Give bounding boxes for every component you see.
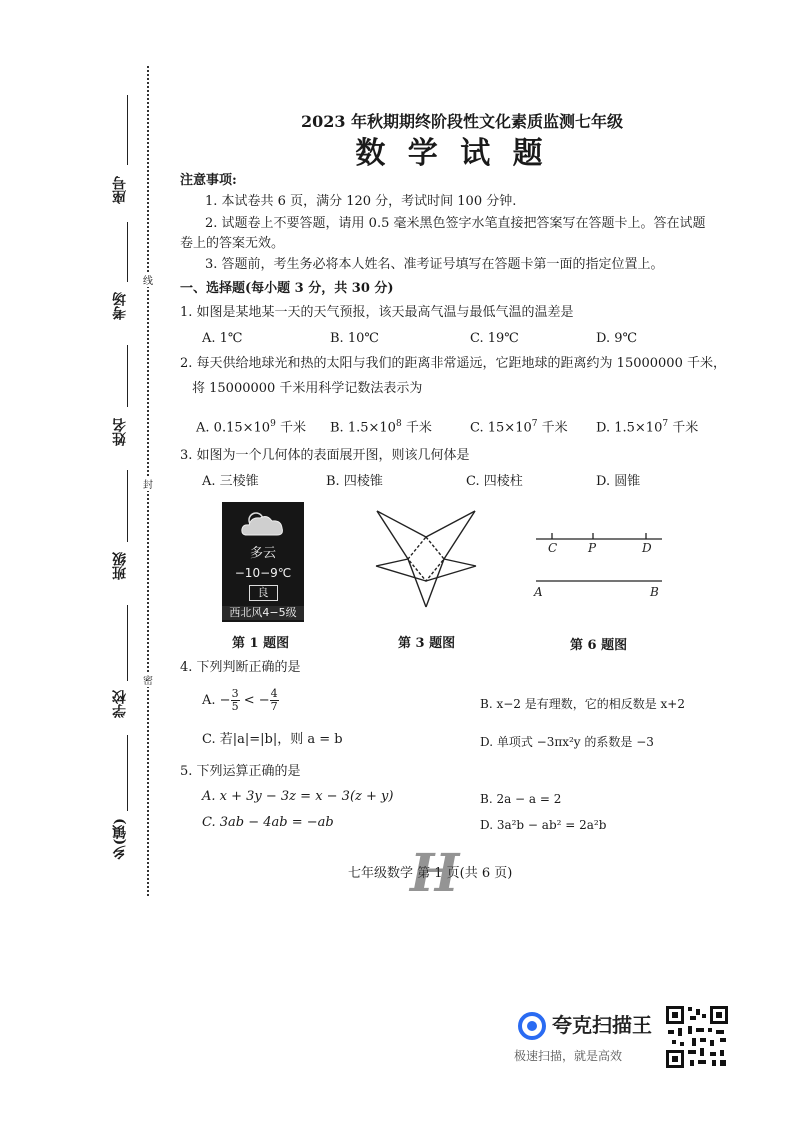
q3-option-d: D. 圆锥 bbox=[596, 474, 641, 489]
net-edge bbox=[444, 511, 475, 559]
field-town: 乡(镇) bbox=[112, 818, 128, 860]
q2-stem-2: 将 15000000 千米用科学记数法表示为 bbox=[192, 381, 423, 396]
net-edge bbox=[444, 559, 476, 566]
net-edge bbox=[376, 559, 408, 566]
q1-option-d: D. 9℃ bbox=[596, 331, 638, 346]
q5-option-b: B. 2a − a = 2 bbox=[480, 792, 562, 806]
q3-option-c: C. 四棱柱 bbox=[466, 474, 523, 489]
label-c: C bbox=[548, 541, 558, 555]
field-seat: 座号 bbox=[112, 176, 128, 204]
q2-stem-1: 2. 每天供给地球光和热的太阳与我们的距离非常遥远，它距地球的距离约为 15000000 千米， bbox=[180, 356, 726, 371]
q1-option-b: B. 10℃ bbox=[330, 331, 379, 346]
q5-option-c: C. 3ab − 4ab = −ab bbox=[202, 815, 334, 830]
q2-option-d: D. $1.5\times 10^7$ 千米 bbox=[596, 419, 699, 436]
weather-quality: 良 bbox=[249, 585, 278, 601]
q1-option-a: A. 1℃ bbox=[202, 331, 243, 346]
q5-option-d: D. 3a²b − ab² = 2a²b bbox=[480, 818, 607, 832]
q2-option-a: A. $0.15\times 10^9$ 千米 bbox=[196, 419, 306, 436]
segment-figure bbox=[528, 530, 668, 600]
notice-item-1: 1. 本试卷共 6 页，满分 120 分，考试时间 100 分钟. bbox=[205, 194, 517, 209]
q5-option-a: A. x + 3y − 3z = x − 3(z + y) bbox=[202, 789, 394, 804]
net-edge bbox=[426, 559, 444, 607]
notice-item-2: 2. 试题卷上不要答题，请用 0.5 毫米黑色签字水笔直接把答案写在答题卡上。答在试题 bbox=[205, 216, 706, 231]
net-edge bbox=[408, 559, 426, 607]
q4-option-b: B. x−2 是有理数，它的相反数是 x+2 bbox=[480, 697, 685, 711]
field-class: 班级 bbox=[112, 552, 128, 580]
q4-option-a: A. − $\frac{3}{5}$ < − $\frac{4}{7}$ bbox=[202, 687, 278, 713]
notice-item-3: 3. 答题前，考生务必将本人姓名、准考证号填写在答题卡第一面的指定位置上。 bbox=[205, 257, 664, 272]
label-b: B bbox=[650, 585, 659, 599]
net-edge bbox=[376, 566, 426, 581]
exam-title: 2023 年秋期期终阶段性文化素质监测七年级 bbox=[300, 112, 624, 131]
scanner-slogan: 极速扫描，就是高效 bbox=[514, 1049, 623, 1063]
q3-option-b: B. 四棱锥 bbox=[326, 474, 383, 489]
weather-temp: −10−9℃ bbox=[234, 566, 292, 580]
label-a: A bbox=[534, 585, 543, 599]
q2-option-c: C. $15\times 10^7$ 千米 bbox=[470, 419, 568, 436]
caption-fig3: 第 3 题图 bbox=[398, 636, 456, 651]
q4-option-c: C. 若|a|=|b|，则 a = b bbox=[202, 732, 343, 747]
label-d: D bbox=[642, 541, 652, 555]
field-name: 姓名 bbox=[112, 418, 128, 446]
page-footer: 七年级数学 第 1 页(共 6 页) bbox=[348, 866, 513, 881]
q2-option-b: B. $1.5\times 10^8$ 千米 bbox=[330, 419, 432, 436]
notice-item-2-cont: 卷上的答案无效。 bbox=[180, 236, 285, 251]
footer-logo-letter: H bbox=[410, 843, 460, 904]
notice-heading: 注意事项: bbox=[180, 173, 237, 188]
scanner-brand: 夸克扫描王 bbox=[552, 1013, 652, 1037]
net-edge bbox=[377, 511, 426, 537]
section-heading: 一、选择题(每小题 3 分，共 30 分) bbox=[180, 281, 394, 296]
qr-code-icon bbox=[664, 1004, 730, 1070]
q4-option-d: D. 单项式 −3πx²y 的系数是 −3 bbox=[480, 735, 654, 749]
q1-option-c: C. 19℃ bbox=[470, 331, 519, 346]
q3-stem: 3. 如图为一个几何体的表面展开图，则该几何体是 bbox=[180, 448, 470, 463]
net-edge bbox=[377, 511, 408, 559]
q1-stem: 1. 如图是某地某一天的天气预报，该天最高气温与最低气温的温差是 bbox=[180, 305, 574, 320]
label-p: P bbox=[588, 541, 597, 555]
cut-mark-secret: 密 bbox=[141, 672, 155, 687]
pyramid-net-figure bbox=[374, 508, 478, 610]
cut-mark-seal: 封 bbox=[141, 476, 155, 491]
cut-mark-line: 线 bbox=[141, 272, 155, 287]
weather-condition: 多云 bbox=[249, 546, 276, 561]
weather-wind: 西北风4−5级 bbox=[222, 606, 304, 620]
q4-stem: 4. 下列判断正确的是 bbox=[180, 660, 301, 675]
cloud-icon bbox=[239, 508, 287, 540]
field-school: 学校 bbox=[112, 690, 128, 718]
scanner-watermark bbox=[512, 1008, 742, 1068]
caption-fig1: 第 1 题图 bbox=[232, 636, 290, 651]
weather-figure bbox=[222, 502, 304, 622]
exam-subject: 数 学 试 题 bbox=[355, 136, 549, 171]
net-edge bbox=[426, 511, 475, 537]
q3-option-a: A. 三棱锥 bbox=[202, 474, 259, 489]
q5-stem: 5. 下列运算正确的是 bbox=[180, 764, 301, 779]
net-edge bbox=[426, 566, 476, 581]
caption-fig6: 第 6 题图 bbox=[570, 638, 628, 653]
scanner-logo-icon bbox=[516, 1010, 548, 1042]
field-room: 考场 bbox=[112, 292, 128, 320]
